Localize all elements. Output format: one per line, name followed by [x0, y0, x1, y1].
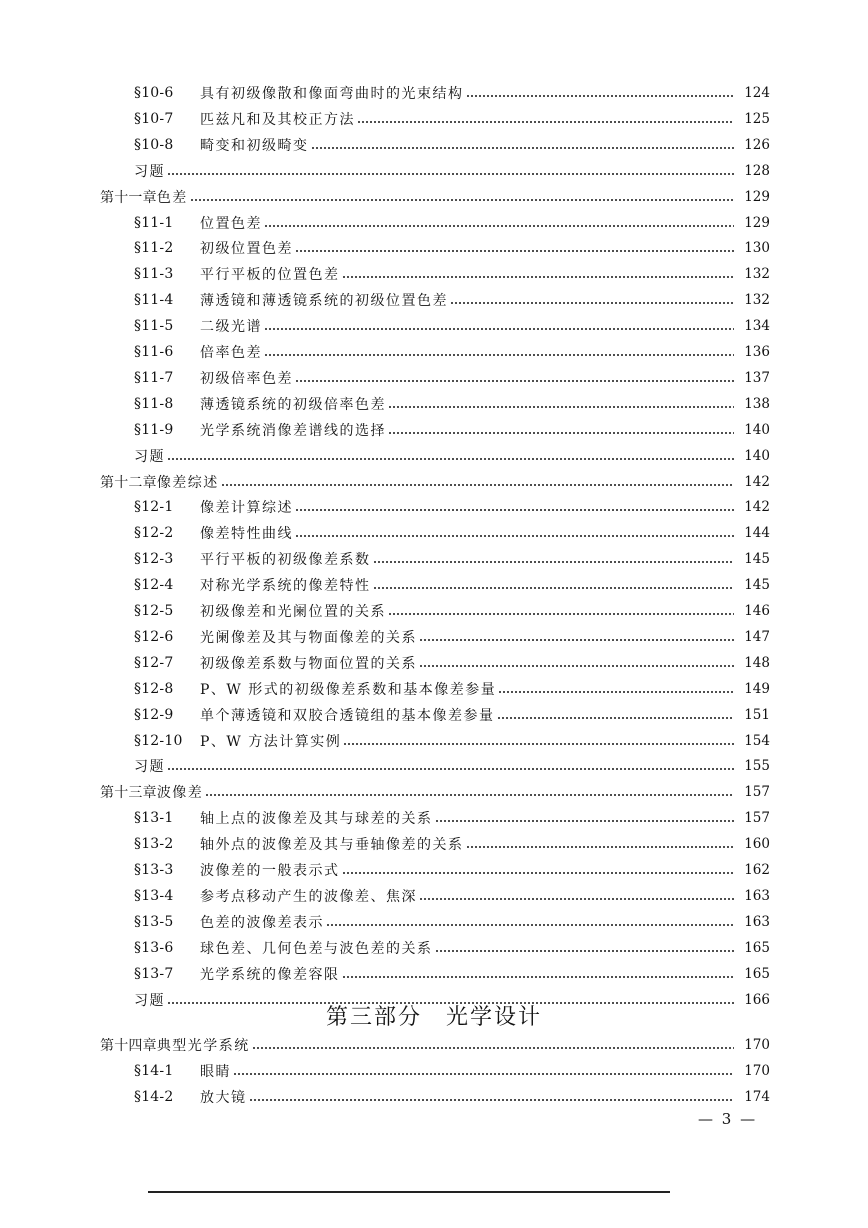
toc-entry-page: 145 — [744, 551, 770, 568]
toc-entry-page: 142 — [744, 499, 770, 516]
toc-exercise-row — [134, 444, 770, 468]
toc-entry-page: 129 — [744, 188, 770, 205]
toc-entry-page: 138 — [744, 395, 770, 412]
toc-section-row — [134, 211, 770, 235]
toc-entry-title: 二级光谱 — [200, 319, 262, 336]
toc-dot-leader — [466, 95, 735, 97]
toc-entry-page: 166 — [744, 991, 770, 1008]
toc-entry-title: 畸变和初级畸变 — [200, 137, 309, 154]
toc-entry-page: 140 — [744, 421, 770, 438]
toc-entry-title: 光阑像差及其与物面像差的关系 — [200, 629, 417, 646]
toc-entry-title: 习题 — [134, 163, 165, 180]
toc-entry-page: 125 — [744, 110, 770, 127]
page-number: — 3 — — [698, 1110, 758, 1128]
toc-entry-page: 129 — [744, 214, 770, 231]
toc-dot-leader — [419, 639, 734, 641]
toc-entry-page: 124 — [744, 85, 770, 101]
toc-entry-number: §12-6 — [134, 628, 174, 645]
toc-entry-title: 倍率色差 — [200, 345, 262, 361]
toc-section-row — [134, 366, 770, 390]
toc-entry-title: P、W 形式的初级像差系数和基本像差参量 — [200, 681, 497, 698]
toc-entry-title: 习题 — [134, 992, 165, 1009]
toc-entry-page: 144 — [744, 525, 770, 542]
toc-entry-title: 具有初级像散和像面弯曲时的光束结构 — [200, 86, 464, 102]
toc-entry-page: 163 — [744, 887, 770, 904]
toc-dot-leader — [326, 924, 734, 926]
toc-entry-title: 色差的波像差表示 — [200, 914, 324, 931]
toc-entry-title: 初级像差系数与物面位置的关系 — [200, 655, 417, 672]
toc-section-row — [134, 806, 770, 830]
toc-section-row — [134, 729, 770, 753]
toc-entry-title: 平行平板的位置色差 — [200, 267, 340, 284]
toc-chapter-row — [100, 470, 770, 494]
toc-dot-leader — [435, 820, 735, 822]
toc-entry-title: 像差综述 — [156, 474, 219, 491]
toc-entry-title: 位置色差 — [200, 215, 262, 232]
toc-entry-title: 单个薄透镜和双胶合透镜组的基本像差参量 — [200, 707, 495, 724]
toc-entry-title: 像差计算综述 — [200, 500, 293, 517]
toc-entry-page: 151 — [744, 706, 770, 723]
toc-entry-page: 134 — [744, 318, 770, 335]
toc-entry-page: 155 — [744, 758, 770, 775]
toc-section-row — [134, 962, 770, 986]
toc-section-row — [134, 651, 770, 675]
toc-entry-page: 147 — [744, 628, 770, 645]
toc-dot-leader — [167, 768, 734, 770]
toc-section-row — [134, 418, 770, 442]
toc-entry-page: 148 — [744, 654, 770, 671]
part-heading: 第三部分 光学设计 — [325, 1005, 542, 1030]
toc-entry-page: 170 — [744, 1037, 770, 1053]
toc-entry-title: 光学系统的像差容限 — [200, 966, 340, 983]
toc-entry-number: §12-1 — [134, 499, 174, 516]
toc-section-row — [134, 392, 770, 416]
toc-entry-page: 157 — [744, 810, 770, 827]
toc-dot-leader — [373, 587, 735, 589]
toc-dot-leader — [295, 380, 734, 382]
toc-section-row — [134, 236, 770, 260]
toc-entry-number: §11-6 — [134, 344, 174, 360]
toc-section-row — [134, 133, 770, 157]
toc-entry-number: 第十一章 — [100, 189, 157, 206]
toc-section-row — [134, 521, 770, 545]
toc-entry-number: §13-7 — [134, 965, 174, 982]
toc-dot-leader — [342, 976, 735, 978]
toc-dot-leader — [419, 665, 734, 667]
toc-dot-leader — [264, 225, 734, 227]
toc-entry-title: 放大镜 — [200, 1089, 247, 1106]
toc-entry-title: 球色差、几何色差与波色差的关系 — [200, 940, 433, 957]
toc-entry-number: §12-9 — [134, 706, 174, 723]
toc-dot-leader — [450, 302, 734, 304]
toc-section-row — [134, 573, 770, 597]
toc-section-row — [134, 107, 770, 131]
toc-entry-page: 132 — [744, 292, 770, 309]
toc-entry-number: §11-5 — [134, 318, 174, 335]
toc-section-row — [134, 262, 770, 286]
toc-entry-title: 参考点移动产生的波像差、焦深 — [200, 888, 417, 905]
toc-entry-title: 色差 — [156, 189, 188, 206]
toc-chapter-row — [100, 1033, 770, 1057]
toc-entry-page: 162 — [744, 862, 770, 878]
toc-entry-page: 145 — [744, 577, 770, 594]
toc-section-row — [134, 858, 770, 882]
toc-chapter-row — [100, 185, 770, 209]
toc-entry-page: 136 — [744, 344, 770, 360]
toc-entry-number: §13-2 — [134, 836, 174, 853]
toc-dot-leader — [388, 613, 734, 615]
toc-entry-page: 140 — [744, 447, 770, 464]
toc-entry-title: 薄透镜系统的初级倍率色差 — [200, 396, 386, 413]
toc-dot-leader — [498, 691, 734, 693]
toc-entry-page: 157 — [744, 784, 770, 801]
toc-entry-title: 光学系统消像差谱线的选择 — [200, 422, 386, 439]
toc-entry-number: §13-1 — [134, 810, 174, 827]
toc-entry-number: §11-8 — [134, 395, 174, 412]
toc-entry-page: 137 — [744, 369, 770, 386]
toc-section-row — [134, 1085, 770, 1109]
toc-dot-leader — [388, 432, 734, 434]
toc-dot-leader — [167, 458, 734, 460]
toc-dot-leader — [295, 250, 734, 252]
toc-entry-number: §12-8 — [134, 680, 174, 697]
toc-dot-leader — [342, 276, 735, 278]
toc-section-row — [134, 547, 770, 571]
toc-dot-leader — [205, 794, 734, 796]
toc-entry-title: 初级像差和光阑位置的关系 — [200, 604, 386, 620]
toc-entry-number: 第十二章 — [100, 474, 157, 491]
toc-entry-number: §11-3 — [134, 266, 174, 283]
toc-entry-page: 165 — [744, 965, 770, 982]
toc-exercise-row — [134, 159, 770, 183]
toc-dot-leader — [435, 950, 735, 952]
toc-section-row — [134, 1059, 770, 1083]
toc-entry-title: P、W 方法计算实例 — [200, 733, 342, 750]
toc-entry-title: 波像差的一般表示式 — [200, 863, 340, 879]
toc-entry-page: 163 — [744, 913, 770, 930]
toc-entry-number: §14-2 — [134, 1088, 174, 1105]
toc-section-row — [134, 884, 770, 908]
toc-entry-title: 平行平板的初级像差系数 — [200, 552, 371, 569]
toc-section-row — [134, 81, 770, 105]
toc-entry-number: §11-4 — [134, 292, 174, 309]
toc-entry-number: §13-4 — [134, 887, 174, 904]
toc-entry-number: §12-4 — [134, 577, 174, 594]
toc-dot-leader — [388, 406, 734, 408]
toc-entry-page: 128 — [744, 162, 770, 179]
toc-entry-page: 146 — [744, 603, 770, 619]
bottom-rule — [148, 1191, 670, 1193]
toc-entry-title: 像差特性曲线 — [200, 526, 293, 543]
toc-entry-number: §11-9 — [134, 421, 174, 438]
toc-entry-title: 轴外点的波像差及其与垂轴像差的关系 — [200, 837, 464, 854]
toc-entry-number: §12-5 — [134, 603, 174, 619]
toc-entry-number: §12-3 — [134, 551, 174, 568]
toc-entry-title: 匹兹凡和及其校正方法 — [200, 111, 355, 128]
toc-entry-number: 第十四章 — [100, 1038, 157, 1054]
toc-entry-page: 174 — [744, 1088, 770, 1105]
toc-dot-leader — [373, 561, 735, 563]
toc-dot-leader — [264, 328, 734, 330]
toc-entry-page: 132 — [744, 266, 770, 283]
toc-entry-title: 习题 — [134, 759, 165, 776]
toc-section-row — [134, 599, 770, 623]
toc-dot-leader — [295, 535, 734, 537]
toc-entry-number: §12-2 — [134, 525, 174, 542]
toc-entry-number: §11-1 — [134, 214, 174, 231]
toc-entry-title: 习题 — [134, 448, 165, 465]
toc-entry-number: §13-6 — [134, 939, 174, 956]
toc-section-row — [134, 703, 770, 727]
toc-dot-leader — [190, 199, 734, 201]
toc-entry-number: §10-8 — [134, 136, 174, 153]
toc-section-row — [134, 910, 770, 934]
toc-dot-leader — [419, 898, 734, 900]
toc-dot-leader — [311, 147, 735, 149]
toc-entry-title: 波像差 — [156, 785, 204, 802]
toc-dot-leader — [342, 872, 735, 874]
toc-chapter-row — [100, 780, 770, 804]
toc-entry-number: §11-7 — [134, 369, 174, 386]
toc-entry-number: §13-5 — [134, 913, 174, 930]
toc-entry-page: 154 — [744, 732, 770, 749]
toc-section-row — [134, 936, 770, 960]
toc-entry-page: 126 — [744, 136, 770, 153]
toc-dot-leader — [249, 1099, 735, 1101]
toc-dot-leader — [497, 717, 735, 719]
toc-entry-title: 薄透镜和薄透镜系统的初级位置色差 — [200, 293, 448, 310]
toc-section-row — [134, 314, 770, 338]
toc-section-row — [134, 340, 770, 364]
toc-entry-number: §10-6 — [134, 85, 174, 101]
toc-entry-page: 170 — [744, 1062, 770, 1079]
toc-entry-title: 对称光学系统的像差特性 — [200, 578, 371, 595]
toc-entry-title: 初级位置色差 — [200, 241, 293, 258]
toc-section-row — [134, 677, 770, 701]
toc-entry-number: §12-7 — [134, 654, 174, 671]
toc-dot-leader — [343, 743, 734, 745]
toc-section-row — [134, 832, 770, 856]
toc-entry-page: 142 — [744, 473, 770, 490]
toc-entry-number: §10-7 — [134, 110, 174, 127]
toc-section-row — [134, 495, 770, 519]
toc-entry-page: 149 — [744, 680, 770, 697]
toc-entry-number: 第十三章 — [100, 785, 157, 802]
toc-dot-leader — [264, 354, 734, 356]
toc-entry-number: §14-1 — [134, 1062, 174, 1079]
toc-entry-number: §12-10 — [134, 732, 183, 749]
toc-dot-leader — [233, 1073, 734, 1075]
toc-dot-leader — [221, 484, 734, 486]
toc-dot-leader — [252, 1047, 734, 1049]
toc-entry-page: 160 — [744, 836, 770, 853]
toc-dot-leader — [466, 846, 735, 848]
toc-dot-leader — [357, 121, 734, 123]
toc-dot-leader — [167, 173, 734, 175]
toc-dot-leader — [295, 509, 734, 511]
toc-entry-number: §13-3 — [134, 862, 174, 878]
toc-exercise-row — [134, 754, 770, 778]
toc-section-row — [134, 625, 770, 649]
toc-entry-number: §11-2 — [134, 240, 174, 257]
toc-section-row — [134, 288, 770, 312]
toc-entry-title: 典型光学系统 — [156, 1038, 250, 1054]
toc-entry-page: 130 — [744, 240, 770, 257]
toc-entry-title: 初级倍率色差 — [200, 370, 293, 387]
toc-entry-title: 轴上点的波像差及其与球差的关系 — [200, 811, 433, 828]
toc-entry-title: 眼睛 — [200, 1063, 231, 1080]
toc-entry-page: 165 — [744, 939, 770, 956]
